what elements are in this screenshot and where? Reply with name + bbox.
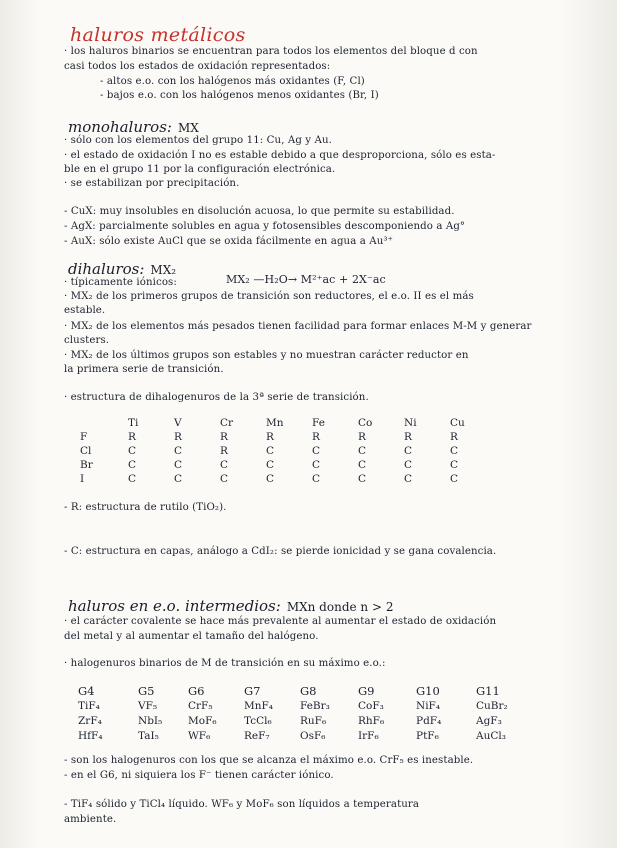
table-cell: R	[220, 445, 228, 457]
inter-line: · halogenuros binarios de M de transición en su máximo e.o.:	[64, 658, 386, 669]
heading-formula: MXn donde n > 2	[286, 600, 394, 614]
table-cell: Cl	[80, 445, 92, 457]
group-label: G10	[416, 684, 440, 698]
di-note: - C: estructura en capas, análogo a CdI₂: se pierde ionicidad y se gana covalencia.	[64, 546, 497, 557]
table-cell: C	[404, 445, 413, 457]
table-header-cell: Fe	[312, 417, 325, 429]
table-header-cell: Cr	[220, 417, 234, 429]
table-cell: C	[174, 473, 183, 485]
inter-line: del metal y al aumentar el tamaño del halógeno.	[64, 631, 319, 642]
table-cell: C	[174, 445, 183, 457]
mono-line: · se estabilizan por precipitación.	[64, 178, 240, 189]
table-cell: F	[80, 431, 88, 443]
table-row	[80, 458, 496, 472]
halide-formula: PtF₆	[416, 730, 439, 742]
table-cell: C	[358, 459, 367, 471]
heading-formula: MX	[177, 121, 199, 135]
table-cell: C	[358, 445, 367, 457]
halide-formula: CuBr₂	[476, 700, 508, 712]
mono-line: · el estado de oxidación I no es estable debido a que desproporciona, sólo es esta-	[64, 150, 496, 161]
halide-formula: RhF₆	[358, 715, 385, 727]
di-line: · MX₂ de los últimos grupos son estables y no muestran carácter reductor en	[64, 350, 469, 361]
halide-formula: PdF₄	[416, 715, 442, 727]
halide-formula: IrF₆	[358, 730, 379, 742]
intro-line: casi todos los estados de oxidación representados:	[64, 61, 331, 72]
halide-formula: HfF₄	[78, 730, 103, 742]
halide-formula: TiF₄	[78, 700, 100, 712]
table-cell: R	[266, 431, 274, 443]
table-cell: C	[450, 445, 459, 457]
max-oxidation-halides-grid	[78, 684, 578, 740]
table-header-row	[80, 416, 496, 430]
table-header-cell: Cu	[450, 417, 465, 429]
halide-formula: RuF₆	[300, 715, 327, 727]
heading-text: monohaluros:	[68, 118, 172, 136]
table-row	[80, 430, 496, 444]
table-cell: C	[266, 459, 275, 471]
intro-line: - bajos e.o. con los halógenos menos oxidantes (Br, I)	[100, 90, 379, 101]
di-line: · estructura de dihalogenuros de la 3ª serie de transición.	[64, 392, 369, 403]
table-cell: C	[404, 473, 413, 485]
group-label: G11	[476, 684, 500, 698]
di-line: · MX₂ de los elementos más pesados tienen facilidad para formar enlaces M-M y generar	[64, 321, 532, 332]
table-cell: C	[312, 459, 321, 471]
group-column	[78, 684, 138, 745]
halide-formula: VF₅	[138, 700, 158, 712]
halide-formula: FeBr₃	[300, 700, 330, 712]
heading-text: dihaluros:	[68, 260, 145, 278]
heading-text: haluros en e.o. intermedios:	[68, 597, 281, 615]
table-cell: C	[266, 473, 275, 485]
halide-formula: WF₆	[188, 730, 211, 742]
halide-formula: MoF₆	[188, 715, 217, 727]
halide-formula: ReF₇	[244, 730, 270, 742]
di-ionic-prefix: · típicamente iónicos:	[64, 277, 177, 288]
halide-formula: AuCl₃	[476, 730, 506, 742]
di-line: estable.	[64, 305, 106, 316]
inter-note: ambiente.	[64, 814, 117, 825]
table-cell: C	[312, 445, 321, 457]
table-header-cell: Ti	[128, 417, 139, 429]
group-label: G4	[78, 684, 95, 698]
section-heading-monohaluros	[68, 118, 199, 136]
table-header-cell: Ni	[404, 417, 417, 429]
table-cell: R	[312, 431, 320, 443]
intro-line: · los haluros binarios se encuentran para todos los elementos del bloque d con	[64, 46, 478, 57]
halide-formula: NbI₅	[138, 715, 163, 727]
halide-formula: ZrF₄	[78, 715, 102, 727]
table-row	[80, 444, 496, 458]
halide-formula: TaI₅	[138, 730, 159, 742]
halide-formula: OsF₆	[300, 730, 326, 742]
group-column	[416, 684, 476, 745]
inter-note: - son los halogenuros con los que se alcanza el máximo e.o. CrF₅ es inestable.	[64, 755, 474, 766]
table-cell: R	[404, 431, 412, 443]
table-cell: C	[128, 445, 137, 457]
mono-line: ble en el grupo 11 por la configuración electrónica.	[64, 164, 336, 175]
table-cell: C	[358, 473, 367, 485]
di-line: · MX₂ de los primeros grupos de transición son reductores, el e.o. II es el más	[64, 291, 474, 302]
mono-line: - CuX: muy insolubles en disolución acuosa, lo que permite su estabilidad.	[64, 206, 455, 217]
table-cell: C	[128, 459, 137, 471]
halide-formula: AgF₃	[476, 715, 502, 727]
section-heading-dihaluros	[68, 260, 176, 278]
table-cell: C	[128, 473, 137, 485]
heading-formula: MX₂	[150, 263, 177, 277]
inter-note: - en el G6, ni siquiera los F⁻ tienen carácter iónico.	[64, 770, 334, 781]
intro-line: - altos e.o. con los halógenos más oxidantes (F, Cl)	[100, 76, 365, 87]
table-cell: C	[220, 473, 229, 485]
di-ionic-equation: MX₂ —H₂O→ M²⁺ac + 2X⁻ac	[226, 273, 386, 286]
group-label: G6	[188, 684, 205, 698]
table-cell: R	[174, 431, 182, 443]
table-cell: C	[174, 459, 183, 471]
inter-note: - TiF₄ sólido y TiCl₄ líquido. WF₆ y MoF₆ son líquidos a temperatura	[64, 799, 420, 810]
halide-formula: MnF₄	[244, 700, 274, 712]
table-cell: C	[266, 445, 275, 457]
table-header-cell: V	[174, 417, 182, 429]
group-label: G9	[358, 684, 375, 698]
table-cell: I	[80, 473, 85, 485]
section-heading-intermedios	[68, 597, 393, 615]
table-cell: R	[450, 431, 458, 443]
di-line: la primera serie de transición.	[64, 364, 224, 375]
group-column	[358, 684, 418, 745]
page-title: haluros metálicos	[70, 24, 246, 46]
table-row	[80, 472, 496, 486]
table-header-cell	[80, 416, 128, 430]
mono-line: - AuX: sólo existe AuCl que se oxida fácilmente en agua a Au³⁺	[64, 236, 394, 247]
table-cell: Br	[80, 459, 93, 471]
group-column	[188, 684, 248, 745]
table-header-cell: Mn	[266, 417, 284, 429]
halide-formula: TcCl₆	[244, 715, 272, 727]
table-cell: C	[312, 473, 321, 485]
inter-line: · el carácter covalente se hace más prevalente al aumentar el estado de oxidación	[64, 616, 497, 627]
group-label: G7	[244, 684, 261, 698]
group-label: G8	[300, 684, 317, 698]
table-cell: C	[450, 473, 459, 485]
dihalide-structure-table	[80, 416, 496, 486]
group-column	[476, 684, 536, 745]
group-column	[300, 684, 360, 745]
table-header-cell: Co	[358, 417, 373, 429]
table-cell: R	[358, 431, 366, 443]
mono-line: · sólo con los elementos del grupo 11: Cu, Ag y Au.	[64, 135, 332, 146]
table-cell: C	[220, 459, 229, 471]
di-note: - R: estructura de rutilo (TiO₂).	[64, 502, 227, 513]
halide-formula: CrF₅	[188, 700, 213, 712]
group-label: G5	[138, 684, 155, 698]
table-cell: C	[404, 459, 413, 471]
halide-formula: CoF₃	[358, 700, 384, 712]
mono-line: - AgX: parcialmente solubles en agua y fotosensibles descomponiendo a Ag°	[64, 221, 466, 232]
group-column	[244, 684, 304, 745]
table-cell: R	[128, 431, 136, 443]
table-cell: C	[450, 459, 459, 471]
halide-formula: NiF₄	[416, 700, 441, 712]
di-line: clusters.	[64, 335, 110, 346]
table-cell: R	[220, 431, 228, 443]
